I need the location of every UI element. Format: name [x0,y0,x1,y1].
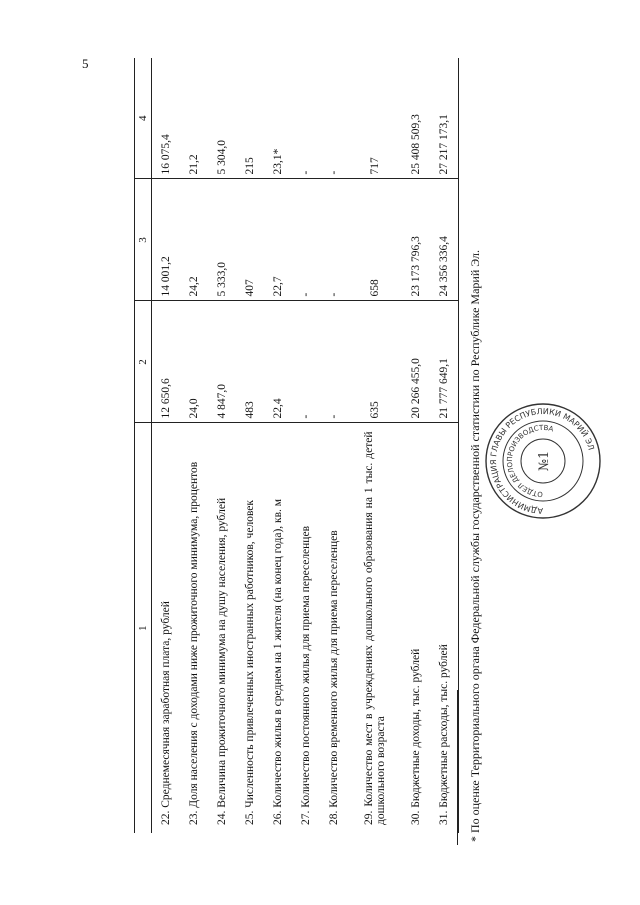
row-value-col3: 22,7 [264,179,292,301]
row-value-col3: 14 001,2 [152,179,181,301]
table-header-row [135,58,152,833]
row-value-col4: 23,1* [264,58,292,179]
table-row [430,58,459,833]
row-value-col4: 215 [236,58,264,179]
row-value-col3: 24,2 [180,179,208,301]
stamp-number: №1 [537,450,552,472]
row-label: 27. Количество постоянного жилья для приема переселенцев [300,526,312,825]
page-number: 5 [82,56,89,71]
rotated-table-container [134,58,450,833]
row-value-col2: - [320,301,348,423]
header-col-1: 1 [135,423,152,833]
table-row [402,58,430,833]
row-label: 29. Количество мест в учреждениях дошкольного образования на 1 тыс. детей дошкольного возраста [363,431,387,825]
table-row [264,58,292,833]
row-label: 31. Бюджетные расходы, тыс. рублей [430,423,459,833]
row-value-col2: 483 [236,301,264,423]
row-value-col2: 635 [348,301,402,423]
table-row [208,58,236,833]
table-row [348,58,402,833]
row-value-col4: 5 304,0 [208,58,236,179]
row-label: 25. Численность привлеченных иностранных работников, человек [244,500,256,825]
table-row [180,58,208,833]
row-value-col3: - [320,179,348,301]
row-value-col4: - [320,58,348,179]
row-label: 22. Среднемесячная заработная плата, рублей [160,601,172,825]
row-value-col2: 21 777 649,1 [430,301,459,423]
row-value-col2: - [292,301,320,423]
row-label: 23. Доля населения с доходами ниже прожиточного минимума, процентов [188,461,200,825]
row-value-col4: 717 [348,58,402,179]
row-value-col4: 21,2 [180,58,208,179]
table-row [292,58,320,833]
row-value-col4: 27 217 173,1 [430,58,459,179]
table-row [320,58,348,833]
row-value-col2: 20 266 455,0 [402,301,430,423]
header-col-2: 2 [135,301,152,423]
row-value-col2: 4 847,0 [208,301,236,423]
row-value-col3: - [292,179,320,301]
stamp-inner-text: ОТДЕЛ ДЕЛОПРОИЗВОДСТВА [505,423,555,499]
header-col-4: 4 [135,58,152,179]
row-value-col3: 5 333,0 [208,179,236,301]
table-row [236,58,264,833]
row-label: 30. Бюджетные доходы, тыс. рублей [410,648,422,825]
row-value-col4: 25 408 509,3 [402,58,430,179]
header-col-3: 3 [135,179,152,301]
row-label: 28. Количество временного жилья для приема переселенцев [328,530,340,825]
table-row [152,58,181,833]
row-value-col2: 22,4 [264,301,292,423]
footnote-separator [457,690,458,845]
footnote: * По оценке Территориального органа Федеральной службы государственной статистики по Республике Марий Эл. [468,249,482,842]
row-value-col2: 12 650,6 [152,301,181,423]
row-value-col3: 24 356 336,4 [430,179,459,301]
row-value-col3: 407 [236,179,264,301]
official-stamp [484,402,602,520]
row-value-col2: 24,0 [180,301,208,423]
row-label: 24. Величина прожиточного минимума на душу населения, рублей [216,497,228,825]
row-label: 26. Количество жилья в среднем на 1 жителя (на конец года), кв. м [272,498,284,825]
row-value-col4: 16 075,4 [152,58,181,179]
row-value-col3: 23 173 796,3 [402,179,430,301]
stamp-outer-text: АДМИНИСТРАЦИЯ ГЛАВЫ РЕСПУБЛИКИ МАРИЙ ЭЛ [488,406,596,516]
row-value-col4: - [292,58,320,179]
row-value-col3: 658 [348,179,402,301]
indicators-table [134,58,459,833]
